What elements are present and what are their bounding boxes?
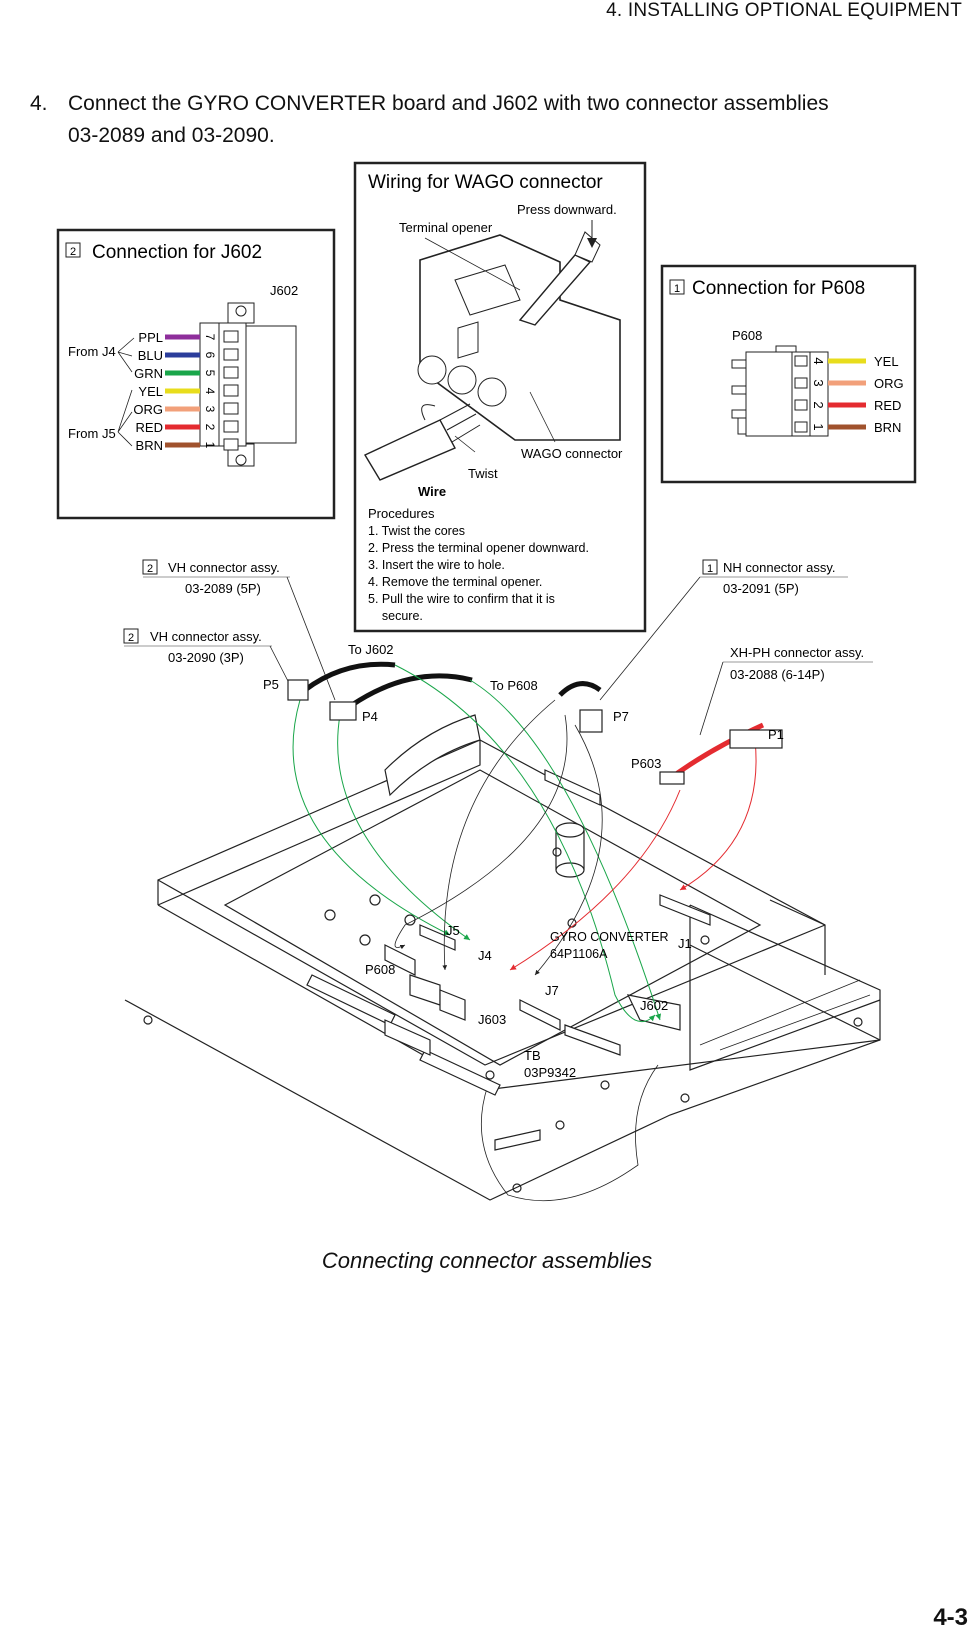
vh1-badge: 2 [146, 563, 154, 575]
j602-pin-number: 2 [203, 423, 217, 431]
j602-pin-slot [224, 349, 238, 360]
wire-label: Wire [418, 484, 447, 499]
p608-pin-slot [795, 422, 807, 432]
nh-badge: 1 [706, 563, 714, 575]
section-header: 4. INSTALLING OPTIONAL EQUIPMENT [606, 0, 962, 21]
from-j5-label: From J5 [68, 426, 116, 441]
p608-box-title: Connection for P608 [692, 278, 866, 299]
j602-pin-slot [224, 367, 238, 378]
procedure-step: 1. Twist the cores [368, 524, 466, 538]
p608-wire-label: ORG [874, 376, 904, 391]
p608-badge: 1 [673, 283, 681, 295]
to-p608-label: To P608 [490, 678, 538, 693]
j602-pin-number: 7 [203, 333, 217, 341]
p608-pin-number: 3 [811, 379, 826, 387]
vh2-badge: 2 [127, 632, 135, 644]
wago-wiring-box [355, 163, 645, 631]
p5-label: P5 [263, 677, 279, 692]
j602-wire-label: PPL [138, 330, 163, 345]
tb-label: TB [524, 1048, 541, 1063]
p608-pin-slot [795, 356, 807, 366]
j5-label: J5 [446, 923, 460, 938]
procedure-step: 4. Remove the terminal opener. [368, 575, 543, 589]
j602-badge: 2 [69, 246, 77, 258]
p608-pin-slot [795, 400, 807, 410]
j602-pin-number: 3 [203, 405, 217, 413]
j602-box-title: Connection for J602 [92, 242, 263, 263]
to-j602-label: To J602 [348, 642, 394, 657]
p608-pin-slot [795, 378, 807, 388]
nh-code: 03-2091 (5P) [723, 581, 799, 596]
vh1-code: 03-2089 (5P) [185, 581, 261, 596]
j602-pin-slot [224, 331, 238, 342]
vh1-name: VH connector assy. [168, 560, 280, 575]
p4-label: P4 [362, 709, 378, 724]
j602-pin-slot [224, 421, 238, 432]
vh2-name: VH connector assy. [150, 629, 262, 644]
procedure-step: 3. Insert the wire to hole. [368, 558, 505, 572]
page-number: 4-3 [933, 1604, 968, 1631]
terminal-opener-label: Terminal opener [399, 220, 493, 235]
j602-pin-slot [224, 439, 238, 450]
p608-pin-number: 4 [811, 357, 826, 365]
p608-connection-box [662, 266, 915, 482]
procedure-step: 5. Pull the wire to confirm that it is [368, 592, 555, 606]
wago-connector-label: WAGO connector [521, 446, 623, 461]
j602-connector-label: J602 [270, 283, 299, 298]
j602-wire-label: ORG [133, 402, 163, 417]
j602-wire-label: BRN [135, 438, 163, 453]
procedures-title: Procedures [368, 506, 435, 521]
p608-wire-label: YEL [874, 354, 899, 369]
p608-connector-label: P608 [732, 328, 763, 343]
press-downward-label: Press downward. [517, 202, 617, 217]
j602-pin-slot [224, 385, 238, 396]
twist-label: Twist [468, 466, 498, 481]
p608-pin-number: 2 [811, 401, 826, 409]
xh-name: XH-PH connector assy. [730, 645, 865, 660]
wago-box-title: Wiring for WAGO connector [368, 172, 603, 193]
p7-label: P7 [613, 709, 629, 724]
j602-pin-number: 5 [203, 369, 217, 377]
tb-part: 03P9342 [524, 1065, 577, 1080]
j602-wire-label: BLU [137, 348, 163, 363]
p1-label: P1 [768, 727, 784, 742]
j602-chassis-label: J602 [640, 998, 669, 1013]
plugs [288, 680, 782, 784]
from-j4-label: From J4 [68, 344, 116, 359]
nh-name: NH connector assy. [723, 560, 836, 575]
chassis-drawing [125, 715, 880, 1201]
p603-label: P603 [631, 756, 662, 771]
p608-pin-number: 1 [811, 423, 826, 431]
procedure-step: secure. [368, 609, 423, 623]
j1-label: J1 [678, 936, 692, 951]
gyro-converter-part: 64P1106A [550, 947, 608, 961]
vh2-code: 03-2090 (3P) [168, 650, 244, 665]
procedure-step: 2. Press the terminal opener downward. [368, 541, 589, 555]
j602-connection-box [58, 230, 334, 518]
figure-caption: Connecting connector assemblies [321, 1248, 653, 1273]
gyro-converter-label: GYRO CONVERTER [550, 930, 669, 944]
j4-label: J4 [478, 948, 492, 963]
j602-wire-label: YEL [138, 384, 163, 399]
p608-chassis-label: P608 [365, 962, 396, 977]
j7-label: J7 [545, 983, 559, 998]
step-text-line2: 03-2089 and 03-2090. [68, 124, 275, 147]
j602-pin-number: 1 [203, 441, 217, 449]
j602-pin-number: 4 [203, 387, 217, 395]
j602-pin-slot [224, 403, 238, 414]
j602-wire-label: RED [135, 420, 163, 435]
j602-pin-number: 6 [203, 351, 217, 359]
step-number: 4. [30, 92, 48, 115]
j602-wire-label: GRN [134, 366, 163, 381]
j603-label: J603 [478, 1012, 507, 1027]
xh-code: 03-2088 (6-14P) [730, 667, 825, 682]
callout-xh-03-2088 [700, 645, 873, 735]
p608-wire-label: RED [874, 398, 902, 413]
p608-wire-label: BRN [874, 420, 902, 435]
step-text-line1: Connect the GYRO CONVERTER board and J602 with two connector assemblies [68, 92, 829, 115]
